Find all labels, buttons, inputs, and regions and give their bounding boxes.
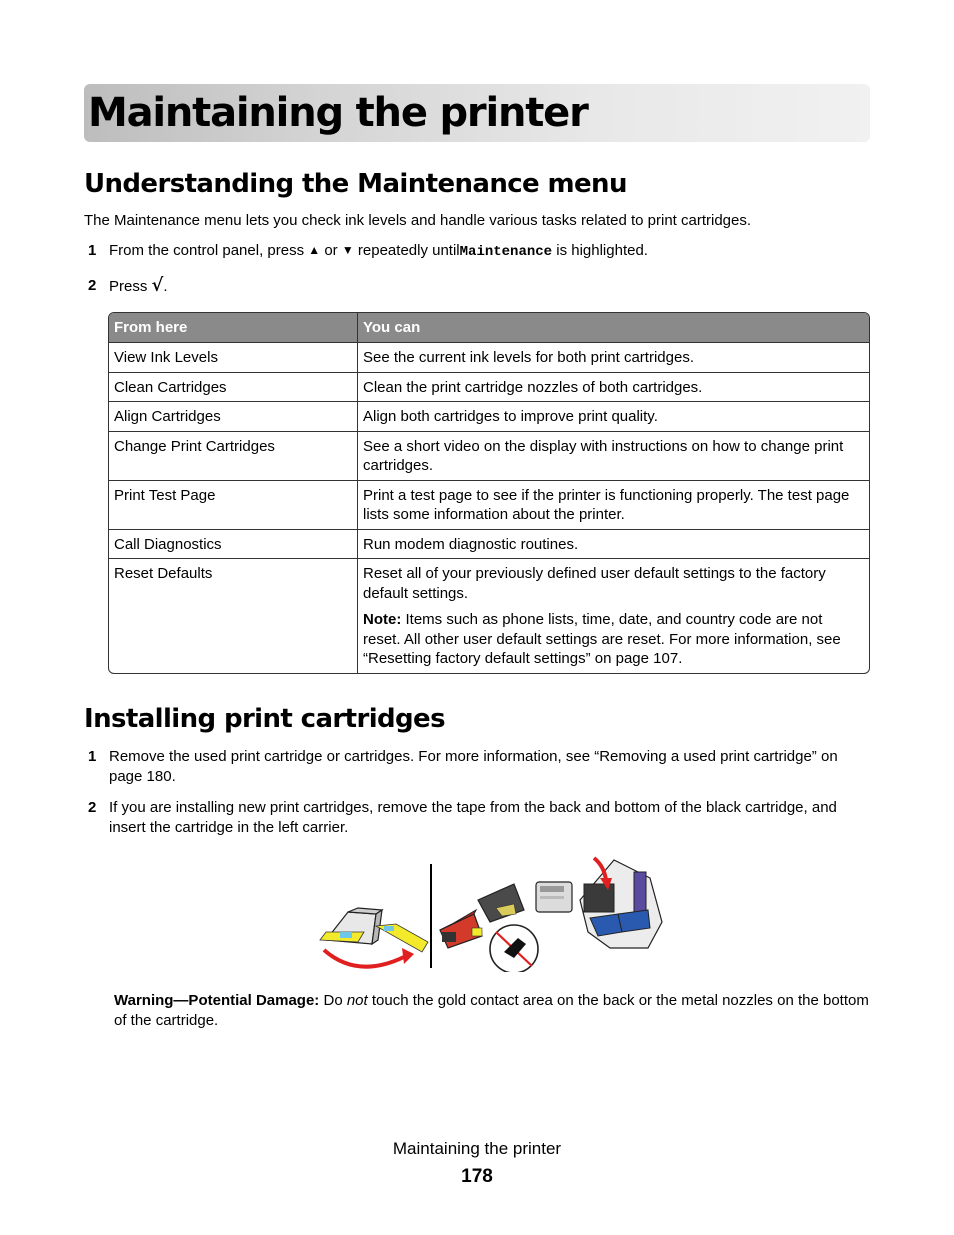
- table-row: [109, 558, 869, 673]
- column-header-you-can: You can: [358, 313, 869, 342]
- step-text-end: .: [163, 278, 168, 295]
- step-text: repeatedly until: [357, 242, 460, 259]
- step-number: 1: [88, 748, 97, 765]
- warning-emphasis: not: [346, 992, 368, 1009]
- warning-text: touch the gold contact area on the back or the metal nozzles on the bottom of the cartridge.: [114, 992, 869, 1029]
- table-cell-can: Clean the print cartridge nozzles of both cartridges.: [358, 372, 869, 402]
- table-row: [109, 372, 869, 402]
- step-text: Remove the used print cartridge or cartridges. For more information, see “Removing a used print cartridge” on page 180.: [109, 748, 838, 785]
- table-header-row: [109, 313, 869, 342]
- chapter-title: Maintaining the printer: [88, 90, 588, 136]
- step-number: 2: [88, 277, 97, 294]
- note-text: Items such as phone lists, time, date, and country code are not reset. All other user default settings are reset. For more information, see “Resetting factory default settings” on page 107.: [363, 611, 841, 667]
- cartridge-installation-illustration: [318, 852, 664, 972]
- new-cartridge-drawing: [536, 882, 572, 912]
- note-label: Note:: [363, 611, 402, 628]
- step-number: 2: [88, 799, 97, 816]
- chapter-banner: [84, 84, 870, 142]
- table-cell-from: Call Diagnostics: [109, 529, 358, 559]
- column-header-from-here: From here: [109, 313, 358, 342]
- table-cell-text: Reset all of your previously defined user default settings to the factory default settings.: [363, 565, 826, 602]
- table-cell-can: Run modem diagnostic routines.: [358, 529, 869, 559]
- remove-tape-cartridge-drawing: [320, 908, 428, 952]
- table-cell-from: View Ink Levels: [109, 342, 358, 372]
- color-cartridge-drawing: [440, 910, 482, 948]
- table-cell-from: Reset Defaults: [109, 558, 358, 673]
- step-text: If you are installing new print cartridges, remove the tape from the back and bottom of the black cartridge, and insert the cartridge in the left carrier.: [109, 799, 837, 836]
- warning-note: [114, 991, 870, 1031]
- red-curved-arrow-icon: [324, 950, 406, 967]
- table-cell-from: Align Cartridges: [109, 401, 358, 431]
- table-cell-from: Change Print Cartridges: [109, 431, 358, 480]
- up-arrow-button-icon: ▲: [308, 243, 321, 257]
- table-row: [109, 401, 869, 431]
- step-2: [84, 276, 874, 297]
- table-cell-can: See the current ink levels for both print cartridges.: [358, 342, 869, 372]
- warning-label: Warning—Potential Damage:: [114, 992, 320, 1009]
- checkmark-button-icon: √: [151, 275, 164, 296]
- down-arrow-button-icon: ▼: [341, 243, 354, 257]
- table-cell-from: Clean Cartridges: [109, 372, 358, 402]
- table-cell-can: Align both cartridges to improve print quality.: [358, 401, 869, 431]
- menu-code-text: Maintenance: [459, 244, 553, 260]
- intro-paragraph: The Maintenance menu lets you check ink levels and handle various tasks related to print cartridges.: [84, 212, 752, 229]
- table-row: [109, 342, 869, 372]
- step-text: From the control panel, press: [109, 242, 305, 259]
- table-row: [109, 431, 869, 480]
- install-step-1: [84, 747, 874, 786]
- black-cartridge-drawing: [478, 884, 524, 922]
- maintenance-menu-table: [108, 312, 870, 674]
- red-arrowhead-icon: [402, 948, 414, 964]
- section-heading-installing-cartridges: Installing print cartridges: [84, 704, 445, 734]
- step-text: Press: [109, 278, 148, 295]
- table-note: [363, 610, 864, 669]
- table-cell-from: Print Test Page: [109, 480, 358, 529]
- step-text: is highlighted.: [556, 242, 648, 259]
- footer-chapter-label: Maintaining the printer: [392, 1139, 562, 1158]
- table-cell-can: See a short video on the display with instructions on how to change print cartridges.: [358, 431, 869, 480]
- table-cell-can: [358, 558, 869, 673]
- section-heading-maintenance-menu: Understanding the Maintenance menu: [84, 169, 627, 199]
- step-number: 1: [88, 242, 97, 259]
- table-row: [109, 529, 869, 559]
- step-text: or: [324, 242, 338, 259]
- step-1: [84, 241, 874, 263]
- printer-carrier-drawing: [580, 860, 662, 948]
- install-step-2: [84, 798, 874, 837]
- no-touch-warning-icon: [490, 925, 538, 972]
- table-row: [109, 480, 869, 529]
- table-cell-can: Print a test page to see if the printer is functioning properly. The test page lists some information about the printer.: [358, 480, 869, 529]
- warning-text: Do: [319, 992, 347, 1009]
- page-number: 178: [461, 1166, 493, 1187]
